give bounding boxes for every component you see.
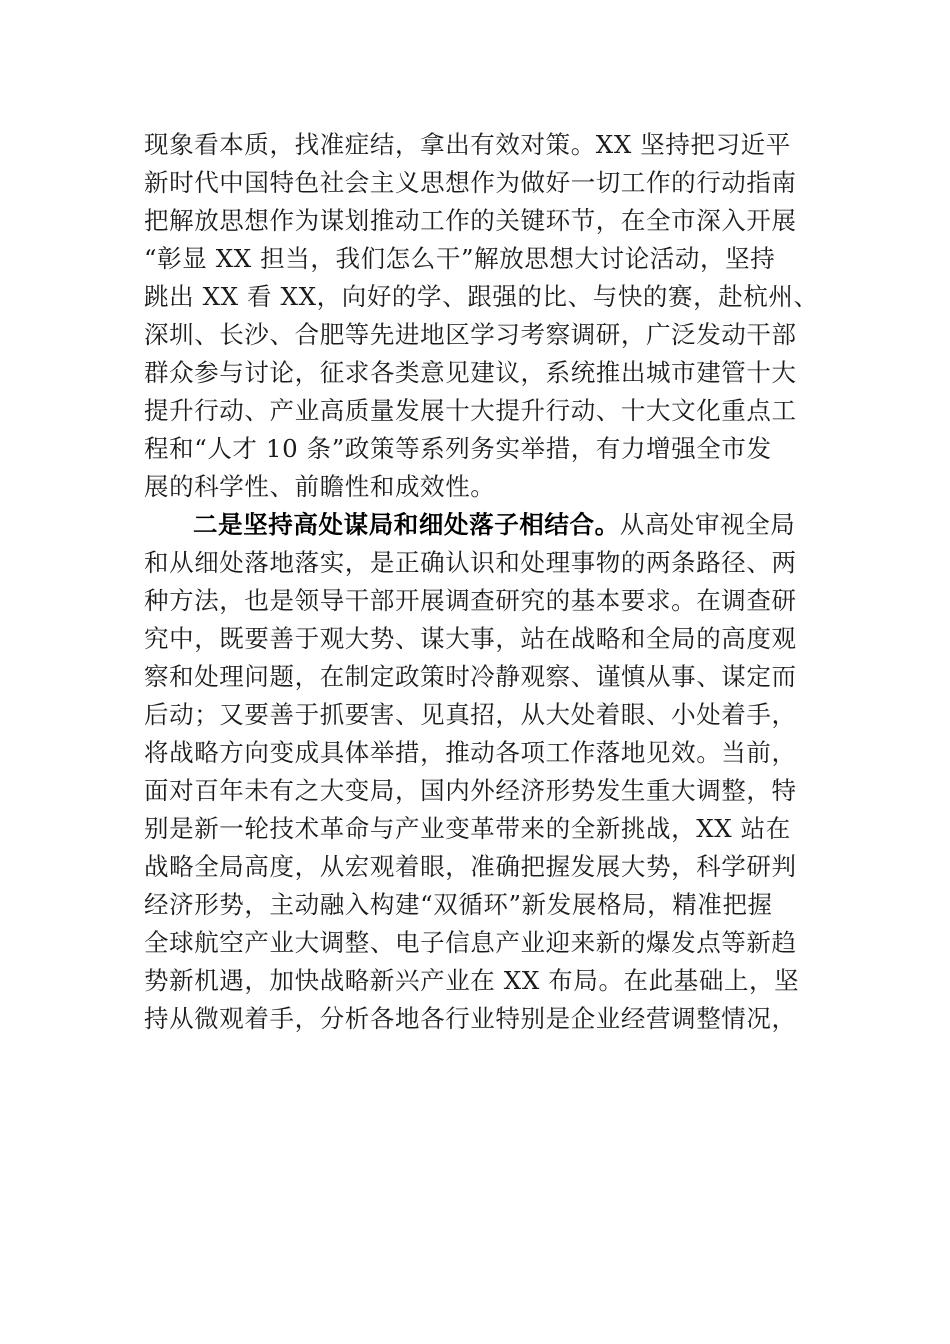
paragraph-heading: 二是坚持高处谋局和细处落子相结合。 (193, 510, 620, 539)
text-line: 提升行动、产业高质量发展十大提升行动、十大文化重点工 (144, 396, 797, 425)
paragraph-2 (144, 506, 812, 1038)
text-line: 全球航空产业大调整、电子信息产业迎来新的爆发点等新趋 (144, 928, 797, 957)
text-line: “彰显 XX 担当，我们怎么干”解放思想大讨论活动，坚持 (144, 244, 776, 273)
text-line: 把解放思想作为谋划推动工作的关键环节，在全市深入开展 (144, 206, 797, 235)
text-line: 将战略方向变成具体举措，推动各项工作落地见效。当前， (144, 738, 797, 767)
text-line: 面对百年未有之大变局，国内外经济形势发生重大调整，特 (144, 776, 797, 805)
text-line: 和从细处落地落实，是正确认识和处理事物的两条路径、两 (144, 548, 797, 577)
text-line: 深圳、长沙、合肥等先进地区学习考察调研，广泛发动干部 (144, 320, 797, 349)
text-line: 后动；又要善于抓要害、见真招，从大处着眼、小处着手， (144, 700, 797, 729)
text-line: 群众参与讨论，征求各类意见建议，系统推出城市建管十大 (144, 358, 797, 387)
text-line: 跳出 XX 看 XX，向好的学、跟强的比、与快的赛，赴杭州、 (144, 282, 819, 311)
paragraph-1 (144, 126, 819, 506)
text-line: 新时代中国特色社会主义思想作为做好一切工作的行动指南 (144, 168, 797, 197)
text-line: 展的科学性、前瞻性和成效性。 (144, 472, 496, 501)
text-line (144, 506, 812, 544)
text-line: 势新机遇，加快战略新兴产业在 XX 布局。在此基础上，坚 (144, 966, 800, 995)
text-line: 究中，既要善于观大势、谋大事，站在战略和全局的高度观 (144, 624, 797, 653)
text-line: 战略全局高度，从宏观着眼，准确把握发展大势，科学研判 (144, 852, 797, 881)
text-line: 程和“人才 10 条”政策等系列务实举措，有力增强全市发 (144, 434, 772, 463)
heading-continuation: 从高处审视全局 (619, 510, 796, 539)
text-line: 别是新一轮技术革命与产业变革带来的全新挑战，XX 站在 (144, 814, 791, 843)
text-line: 察和处理问题，在制定政策时冷静观察、谨慎从事、谋定而 (144, 662, 797, 691)
text-line: 种方法，也是领导干部开展调查研究的基本要求。在调查研 (144, 586, 797, 615)
text-line: 经济形势，主动融入构建“双循环”新发展格局，精准把握 (144, 890, 773, 919)
body-text (144, 126, 819, 1038)
text-line: 持从微观着手，分析各地各行业特别是企业经营调整情况， (144, 1004, 797, 1033)
text-line: 现象看本质，找准症结，拿出有效对策。XX 坚持把习近平 (144, 130, 791, 159)
